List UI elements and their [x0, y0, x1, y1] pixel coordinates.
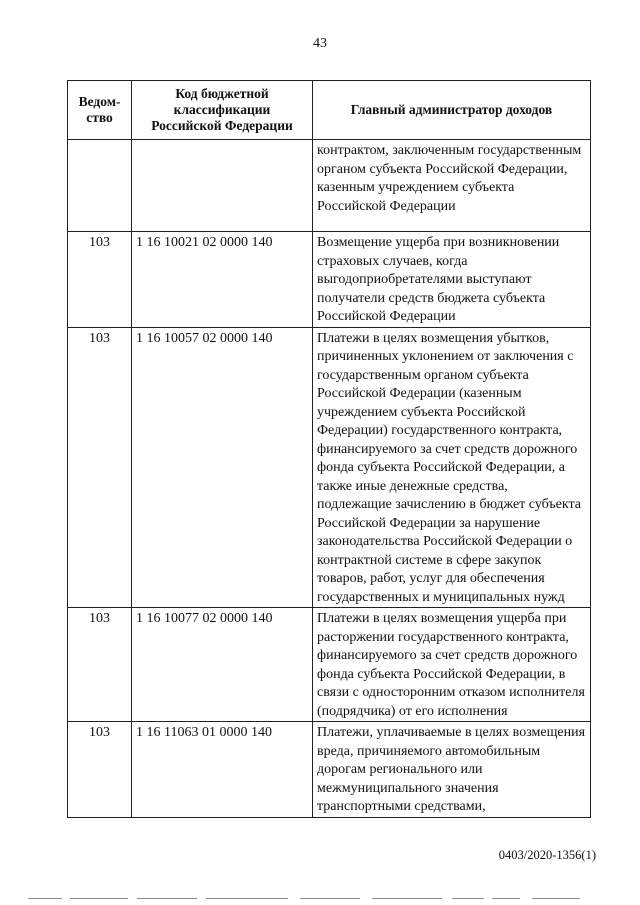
header-admin: Главный администратор доходов: [313, 81, 591, 140]
header-code: Код бюджетной классификации Российской Федерации: [132, 81, 313, 140]
document-number: 0403/2020-1356(1): [498, 848, 596, 862]
code-cell: [132, 140, 313, 232]
bottom-rule: [532, 898, 580, 899]
bottom-rule: [206, 898, 288, 899]
bottom-rule: [300, 898, 360, 899]
table-row: [68, 232, 591, 328]
admin-cell: Возмещение ущерба при возникновении страховых случаев, когда выгодоприобретателями выступают получатели средств бюджета субъекта Российской Федерации: [313, 232, 591, 328]
dept-cell: [68, 140, 132, 232]
bottom-rule: [28, 898, 62, 899]
dept-cell: 103: [68, 722, 132, 818]
bottom-rule: [70, 898, 128, 899]
bottom-rule: [137, 898, 197, 899]
code-cell: 1 16 10057 02 0000 140: [132, 327, 313, 608]
bottom-rule: [372, 898, 442, 899]
code-cell: 1 16 10077 02 0000 140: [132, 608, 313, 722]
revenue-table: [67, 80, 591, 818]
admin-cell: Платежи, уплачиваемые в целях возмещения вреда, причиняемого автомобильным дорогам регионального или межмуниципального значения транспортными средствами,: [313, 722, 591, 818]
dept-cell: 103: [68, 327, 132, 608]
table-row: [68, 140, 591, 232]
table-row: [68, 327, 591, 608]
table-row: [68, 722, 591, 818]
admin-cell: контрактом, заключенным государственным органом субъекта Российской Федерации, казенным учреждением субъекта Российской Федерации: [313, 140, 591, 232]
admin-cell: Платежи в целях возмещения убытков, причиненных уклонением от заключения с государственным органом субъекта Российской Федерации (казенным учреждением субъекта Российской Федерации) государственного контракта, финансируемого за счет средств дорожного фонда субъекта Российской Федерации, а также иные денежные средства, подлежащие зачислению в бюджет субъекта Российской Федерации за нарушение законодательства Российской Федерации о контрактной системе в сфере закупок товаров, работ, услуг для обеспечения государственных и муниципальных нужд: [313, 327, 591, 608]
bottom-rule: [492, 898, 520, 899]
code-cell: 1 16 11063 01 0000 140: [132, 722, 313, 818]
page-number: 43: [313, 36, 327, 51]
admin-cell: Платежи в целях возмещения ущерба при расторжении государственного контракта, финансируемого за счет средств дорожного фонда субъекта Российской Федерации, в связи с односторонним отказом исполнителя (подрядчика) от его исполнения: [313, 608, 591, 722]
dept-cell: 103: [68, 608, 132, 722]
code-cell: 1 16 10021 02 0000 140: [132, 232, 313, 328]
header-dept: Ведом- ство: [68, 81, 132, 140]
bottom-rule: [452, 898, 484, 899]
dept-cell: 103: [68, 232, 132, 328]
table-header-row: [68, 81, 591, 140]
table-row: [68, 608, 591, 722]
